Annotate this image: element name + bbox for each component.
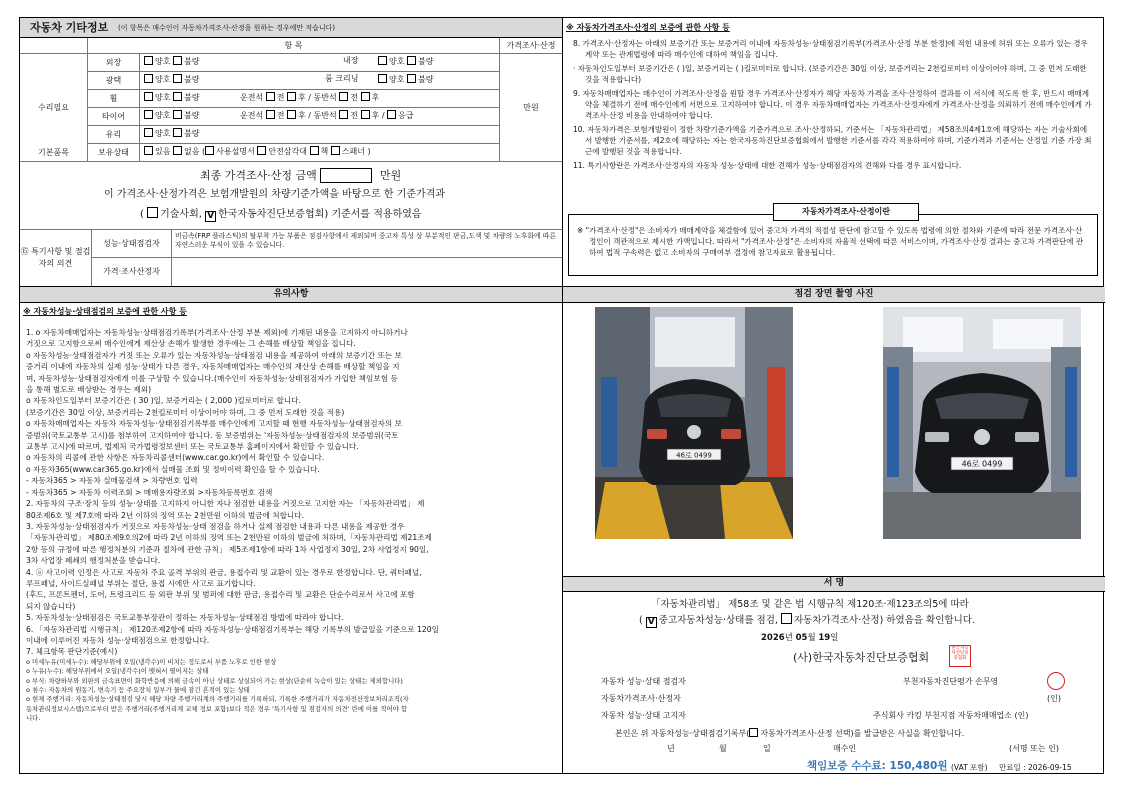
guarantee-item: 10. 자동차가격은 보험개발원이 정한 차량기준가액을 기준가격으로 조사·산정하되, 기준서는 「자동차관리법」 제58조의4제1호에 해당하는 자는 기술사회에서 발행한 기준서를, 제2호에 해당하는 자는 한국자동차진단보증협회에서 발행한 기준서를 각각 적용하여야 하며, 기준가격과 기준서는 산정일 기준 가장 최근에 발행된 것을 적용합니다. bbox=[573, 125, 1092, 156]
law-options bbox=[639, 613, 975, 628]
license-plate-2: 46로 0499 bbox=[961, 459, 1003, 469]
option-label: 스패너 ) bbox=[341, 147, 371, 156]
confirmation-line bbox=[615, 728, 964, 739]
wheel-passenger-rear-checkbox[interactable] bbox=[361, 92, 370, 101]
basic-no-checkbox[interactable] bbox=[173, 146, 182, 155]
notes-line: 3. 자동차성능·상태점검자가 거짓으로 자동차성능·상태 점검을 하거나 실제 점검한 내용과 다른 내용을 제공한 경우 bbox=[26, 521, 405, 531]
option-label: 불량 bbox=[418, 57, 434, 66]
notifier-sign-label: 자동차 성능·상태 고지자 bbox=[601, 711, 686, 720]
buyer-label: 매수인 bbox=[833, 744, 857, 753]
notes-band bbox=[20, 287, 562, 303]
inspector-opinion bbox=[172, 230, 562, 258]
position-label: 전 bbox=[350, 93, 358, 102]
notes-line: 을 통해 별도로 배상받는 경우는 제외) bbox=[26, 385, 152, 395]
inspector-sign-value: 부천자동차진단평가 손무영 bbox=[903, 677, 999, 686]
notes-section bbox=[20, 287, 562, 775]
appraiser-opinion[interactable] bbox=[172, 258, 562, 286]
garage-car-photo-2 bbox=[883, 307, 1081, 539]
option-label: 불량 bbox=[184, 111, 200, 120]
glass-label bbox=[88, 126, 140, 144]
definition-title-text: 자동차가격조사·산정이란 bbox=[801, 207, 891, 216]
notes-line: - 자동차365 > 자동차 이력조회 > 매매용자량조회 >자동차등록번호 검색 bbox=[26, 487, 273, 497]
sign-band-text: 서 명 bbox=[823, 578, 845, 589]
exterior-options bbox=[144, 56, 199, 67]
notes-line: 7. 체크항목 판단기준(예시) bbox=[26, 647, 118, 657]
position-label: 운전석 bbox=[240, 111, 264, 120]
position-label: 운전석 bbox=[240, 93, 264, 102]
option-label: 불량 bbox=[418, 75, 434, 84]
guarantee-item: 8. 가격조사·산정자는 아래의 보증기간 또는 보증거리 이내에 자동차성능·상태점검기록부(가격조사·산정 부분 한정)에 적힌 내용에 허위 또는 오류가 있는 경우 계약 또는 관계법령에 따라 매수인에 대하여 책임을 집니다. bbox=[573, 39, 1088, 59]
tire-row bbox=[140, 108, 500, 126]
fee-value: 150,480원 bbox=[889, 760, 948, 772]
notes-title: ※ 자동차성능·상태점검의 보증에 관한 사항 등 bbox=[23, 307, 187, 316]
exterior-row bbox=[140, 54, 500, 72]
interior-good-checkbox[interactable] bbox=[378, 56, 387, 65]
blank-header-cell bbox=[20, 38, 88, 54]
option-label: 없음 bbox=[184, 147, 200, 156]
buyer-year: 년 bbox=[667, 744, 675, 753]
tire-positions bbox=[240, 110, 414, 121]
option-label: 양호 bbox=[389, 75, 405, 84]
price-guarantee-title: ※ 자동차가격조사·산정의 보증에 관한 사항 등 bbox=[566, 23, 730, 32]
item-header-label: 항 목 bbox=[284, 40, 303, 50]
basic-items-text: 기본품목 bbox=[38, 147, 69, 157]
option-label: 양호 bbox=[155, 75, 171, 84]
notes-line: 이내에 이루어진 자동차 성능·상태점검으로 한정합니다. bbox=[26, 635, 210, 645]
criteria-line: 동차관리정보시스템)으로부터 받은 주행거리(주행거리계 교체 정보 포함)보다 적은 경우 '특기사항 및 점검자의 의견' 란에 이를 적어야 합 bbox=[26, 704, 407, 713]
wheel-text: 휠 bbox=[109, 93, 118, 103]
gloss-row bbox=[140, 72, 500, 90]
license-plate-1: 46로 0499 bbox=[676, 451, 712, 460]
organization-seal bbox=[949, 645, 971, 667]
basis-option-1: 기술사회, bbox=[160, 209, 202, 220]
guarantee-item: 11. 특기사항란은 가격조사·산정자의 자동차 성능·상태에 대한 견해가 성능·상태점검자의 견해와 다를 경우 표시합니다. bbox=[573, 161, 962, 170]
definition-title bbox=[773, 203, 919, 221]
notes-line: o 자동차인도일부터 보증기간은 ( 30 )일, 보증거리는 ( 2,000 )킬로미터로 합니다. bbox=[26, 396, 301, 406]
tire-emergency-checkbox[interactable] bbox=[387, 110, 396, 119]
notes-line: - 자동차365 > 자동차 실매물검색 > 차량번호 입력 bbox=[26, 476, 198, 486]
tire-label bbox=[88, 108, 140, 126]
option-label: 불량 bbox=[184, 93, 200, 102]
gloss-text: 광택 bbox=[105, 75, 122, 85]
photo-sign-section bbox=[563, 287, 1105, 775]
repair-price-unit: 만원 bbox=[523, 102, 539, 112]
special-notes-text: ⑮ 특기사항 및 점검자의 의견 bbox=[20, 247, 91, 268]
inspector-sign-label: 자동차 성능·상태 점검자 bbox=[601, 677, 686, 686]
position-label: 후 / bbox=[371, 111, 385, 120]
guarantee-item: 9. 자동차매매업자는 매수인이 가격조사·산정을 원할 경우 가격조사·산정자가 해당 자동차 가격을 조사·산정하여 결과를 이 서식에 적도록 한 후, 반드시 매매계약을 체결하기 전에 매수인에게 서면으로 고지하여야 합니다. 이 경우 자동차매매업자는 가격조사·산정자에게 가격조사·산정을 의뢰하기 전에 매수인에게 가격조사·산정 비용을 안내하여야 합니다. bbox=[573, 89, 1092, 120]
gloss-bad-checkbox[interactable] bbox=[173, 74, 182, 83]
photo-band-text: 점검 장면 촬영 사진 bbox=[794, 288, 874, 299]
engineers-society-checkbox[interactable] bbox=[147, 207, 158, 218]
buyer-sign: (서명 또는 인) bbox=[1009, 744, 1059, 753]
guarantee-item: · 자동차인도일부터 보증기간은 ( )일, 보증거리는 ( )킬로미터로 합니다. (보증기간은 30일 이상, 보증거리는 2천킬로미터 이상이어야 하며, 그 중 먼저 도래한 것을 적용합니다) bbox=[573, 64, 1087, 84]
buyer-month: 월 bbox=[719, 744, 727, 753]
tire-driver-rear-checkbox[interactable] bbox=[287, 110, 296, 119]
criteria-line: o 미세누유(미세누수): 해당부위에 오일(냉각수)이 비치는 정도로서 부품 노후로 인한 현상 bbox=[26, 657, 277, 666]
definition-text: ※ "가격조사·산정"은 소비자가 매매계약을 체결함에 있어 중고차 가격의 적절성 판단에 참고할 수 있도록 법령에 의한 절차와 기준에 따라 전문 가격조사·산정인이 객관적으로 제시한 가액입니다. 따라서 "가격조사·산정"은 소비자의 자율적 선택에 따른 서비스이며, 가격조사·산정 결과는 중고차 가격판단에 관하여 법적 구속력은 없고 소비자의 구매여부 결정에 참고자료로 활용됩니다. bbox=[577, 226, 1084, 257]
notes-line: 1. o 자동차매매업자는 자동차성능·상태점검기록부(가격조사·산정 부분 제외)에 기재된 내용을 고지하지 아니하거나 bbox=[26, 328, 408, 337]
appraiser-sign-value: (인) bbox=[1047, 694, 1061, 703]
inspection-record-page bbox=[19, 17, 1104, 774]
law-option-2: 자동차가격조사·산정) 하였음을 확인합니다. bbox=[793, 615, 975, 626]
wheel-driver-front-checkbox[interactable] bbox=[266, 92, 275, 101]
tire-passenger-rear-checkbox[interactable] bbox=[361, 110, 370, 119]
appraiser-label bbox=[92, 258, 172, 286]
position-label: 전 bbox=[276, 93, 285, 102]
tire-text: 타이어 bbox=[101, 111, 126, 121]
basis-standard bbox=[140, 207, 422, 222]
position-label: 응급 bbox=[398, 111, 414, 120]
extra-info-header bbox=[20, 18, 562, 38]
position-label: 후 / 동반석 bbox=[298, 93, 337, 102]
exterior-label bbox=[88, 54, 140, 72]
holding-text: 보유상태 bbox=[98, 147, 129, 157]
option-label: 불량 bbox=[184, 129, 200, 138]
final-price-input[interactable] bbox=[320, 168, 372, 183]
date-unit: 년 bbox=[784, 633, 793, 643]
inspection-photo-1 bbox=[595, 307, 793, 539]
gloss-good-checkbox[interactable] bbox=[144, 74, 153, 83]
vehicle-extra-info-section bbox=[20, 18, 562, 286]
basis-option-2: 한국자동차진단보증협회) 기준서를 적용하였음 bbox=[218, 209, 422, 220]
notes-line: 루프패널, 사이드실패널 부위는 절단, 용접 시에만 사고로 표기합니다. bbox=[26, 578, 256, 588]
law-option-1: 중고자동차성능·상태를 점검, bbox=[658, 615, 778, 626]
repair-price-cell bbox=[500, 54, 562, 162]
issue-year: 2026 bbox=[761, 633, 785, 643]
glass-bad-checkbox[interactable] bbox=[173, 128, 182, 137]
glass-row bbox=[140, 126, 500, 144]
tire-passenger-front-checkbox[interactable] bbox=[339, 110, 348, 119]
criteria-line: o 침수: 자동차의 원동기, 변속기 등 주요장치 일부가 물에 잠긴 흔적이 있는 상태 bbox=[26, 686, 250, 694]
wheel-bad-checkbox[interactable] bbox=[173, 92, 182, 101]
room-clean-bad-checkbox[interactable] bbox=[407, 74, 416, 83]
sign-band bbox=[563, 576, 1105, 592]
confirmation-pre: 본인은 위 자동차성능·상태점검기록부( bbox=[615, 729, 750, 738]
tire-bad-checkbox[interactable] bbox=[173, 110, 182, 119]
exterior-good-checkbox[interactable] bbox=[144, 56, 153, 65]
expiry-date: 만료일 : 2026-09-15 bbox=[999, 763, 1072, 772]
room-clean-label: 룸 크리닝 bbox=[325, 74, 359, 83]
price-guarantee-section bbox=[563, 18, 1105, 286]
criteria-line: o 현재 주행거리: 자동차성능·상태점검 당시 해당 차량 주행거리계의 주행거리를 기록하되, 기록한 주행거리가 자동차전산정보처리조직(자 bbox=[26, 695, 409, 704]
notes-line: o 자동차매매업자는 자동차 자동차성능·상태점검기록부를 매수인에게 고지할 때 현행 자동차성능·상태점검자의 보 bbox=[26, 419, 402, 429]
tire-driver-front-checkbox[interactable] bbox=[266, 110, 275, 119]
price-guarantee-items bbox=[573, 38, 1093, 174]
notifier-sign-value: 주식회사 카킹 부천지점 자동차매매업소 (인) bbox=[873, 711, 1029, 720]
wheel-driver-rear-checkbox[interactable] bbox=[287, 92, 296, 101]
paren-open: ( bbox=[140, 209, 144, 220]
holding-label bbox=[88, 144, 140, 162]
notes-line: 되지 않습니다) bbox=[26, 601, 76, 611]
issue-day: 19 bbox=[818, 633, 831, 643]
option-label: 양호 bbox=[155, 129, 171, 138]
inspector-text: 성능·상태점검자 bbox=[103, 238, 160, 248]
issue-date bbox=[761, 633, 838, 644]
tire-options bbox=[144, 110, 199, 121]
photo-band bbox=[563, 287, 1105, 303]
position-label: 후 bbox=[371, 93, 380, 102]
special-notes-label bbox=[20, 230, 92, 286]
paren-open: ( bbox=[639, 615, 643, 626]
fee-label: 책임보증 수수료: bbox=[807, 760, 886, 772]
option-label: 있음 bbox=[155, 147, 171, 156]
room-clean-options bbox=[378, 74, 433, 85]
paren-open: ( bbox=[202, 147, 206, 156]
notes-line: 3차 사업장 폐쇄의 행정처분을 받습니다. bbox=[26, 556, 161, 566]
criteria-line: 니다. bbox=[26, 714, 41, 723]
manual-checkbox[interactable] bbox=[205, 146, 214, 155]
notes-line: 교통부 고시)에 따르며, 법제처 국가법령정보센터 또는 국토교통부 홈페이지에서 확인할 수 있습니다. bbox=[26, 442, 359, 452]
date-unit: 월 bbox=[807, 633, 816, 643]
garage-car-photo-1 bbox=[595, 307, 793, 539]
appraiser-sign-label: 자동차가격조사·산정자 bbox=[601, 694, 681, 703]
option-label: 불량 bbox=[184, 57, 200, 66]
basic-items-row bbox=[140, 144, 500, 162]
position-label: 전 bbox=[350, 111, 358, 120]
organization-name: (사)한국자동차진단보증협회 bbox=[793, 651, 930, 664]
notes-line: 증범위(국토교통부 고시)를 첨부하여 고지하여야 합니다. 동 보증범위는 '자동차성능·상태점검자의 보증범위(국토 bbox=[26, 430, 399, 440]
basic-items-options bbox=[144, 146, 371, 157]
position-label: 전 bbox=[276, 111, 285, 120]
notes-line: 거짓으로 고지함으로써 매수인에게 재산상 손해가 발생한 경우에는 그 손해를 배상할 책임을 집니다. bbox=[26, 339, 356, 349]
notes-line: (보증기간은 30일 이상, 보증거리는 2천킬로미터 이상이어야 하며, 그 중 먼저 도래한 것을 적용) bbox=[26, 407, 345, 417]
used-car-inspection-checkbox-checked[interactable]: V bbox=[646, 617, 657, 628]
notes-line: (후드, 프론트펜더, 도어, 트렁크리드 등 외판 부위 및 범퍼에 대한 판금, 용접수리 및 교환은 단순수리로서 사고에 포함 bbox=[26, 590, 415, 600]
notes-line: 증거리 이내에 자동차의 실제 성능·상태가 다른 경우, 자동차매매업자는 매수인의 재산상 손해를 배상할 책임을 지 bbox=[26, 362, 400, 372]
option-label: 불량 bbox=[184, 75, 200, 84]
gloss-options bbox=[144, 74, 199, 85]
extra-info-note: (이 항목은 매수인이 자동차가격조사·산정을 원하는 경우에만 적습니다) bbox=[118, 24, 336, 32]
kada-checkbox-checked[interactable]: V bbox=[205, 211, 216, 222]
inspector-opinion-text: 비금속(FRP 플라스틱)의 탈부착 가능 부품은 점검사항에서 제외되며 중고차 특성 상 부분적인 판금,도색 및 차량의 노후화에 따른 자연스러운 부식이 있을 수 있습니다. bbox=[175, 232, 556, 249]
notes-line: o 자동차성능·상태점검자가 거짓 또는 오류가 있는 자동차성능·상태점검 내용을 제공하여 아래의 보증기간 또는 보 bbox=[26, 350, 402, 360]
item-header bbox=[88, 38, 500, 54]
inspector-seal-icon bbox=[1047, 672, 1065, 690]
notes-line: 「자동차관리법」 제80조제9호의2에 따라 2년 이하의 징역 또는 2천만원 이하의 벌금에 처하며,「자동차관리법 제21조제 bbox=[26, 533, 432, 543]
repair-needed-text: 수리필요 bbox=[38, 102, 69, 112]
law-line: 「자동차관리법」 제58조 및 같은 법 시행규칙 제120조·제123조의5에 따라 bbox=[651, 599, 969, 610]
notes-line: 5. 자동차성능·상태점검은 국토교통부장관이 정하는 자동차성능·상태점검 방법에 따라야 합니다. bbox=[26, 613, 344, 623]
price-header-label: 가격조사·산정 bbox=[506, 40, 556, 50]
buyer-day: 일 bbox=[763, 744, 771, 753]
triangle-checkbox[interactable] bbox=[257, 146, 266, 155]
room-clean-good-checkbox[interactable] bbox=[378, 74, 387, 83]
notes-line: 4. ⓐ 사고이력 인정은 사고로 자동차 주요 골격 부위의 판금, 용접수리 및 교환이 있는 경우로 한정합니다. 단, 쿼터패널, bbox=[26, 567, 422, 577]
wheel-passenger-front-checkbox[interactable] bbox=[339, 92, 348, 101]
interior-options bbox=[378, 56, 433, 67]
option-label: 안전삼각대 bbox=[268, 147, 307, 156]
book-checkbox[interactable] bbox=[310, 146, 319, 155]
notes-body bbox=[26, 327, 556, 724]
wheel-row bbox=[140, 90, 500, 108]
organization-seal-text: 한국자동차진단보증협회 bbox=[951, 646, 969, 661]
basis-line: 이 가격조사·산정가격은 보험개발원의 차량기준가액을 바탕으로 한 기준가격과 bbox=[104, 189, 446, 200]
appraiser-text: 가격·조사산정자 bbox=[103, 267, 160, 276]
notes-line: 2항 등의 규정에 따른 행정처분의 기준과 절차에 관한 규칙」 제5조제1항에 따라 1차 사업정지 30일, 2차 사업정지 90일, bbox=[26, 544, 429, 554]
option-label: 책 bbox=[320, 147, 329, 156]
glass-options bbox=[144, 128, 199, 139]
confirm-appraisal-checkbox[interactable] bbox=[749, 728, 758, 737]
exterior-text: 외장 bbox=[105, 57, 122, 67]
confirmation-post: 자동차가격조사·산정 선택)를 발급받은 사실을 확인합니다. bbox=[760, 729, 965, 738]
inspection-photo-2 bbox=[883, 307, 1081, 539]
glass-text: 유리 bbox=[105, 129, 122, 139]
option-label: 사용설명서 bbox=[216, 147, 255, 156]
position-label: 후 / 동반석 bbox=[298, 111, 337, 120]
notes-line: 며, 자동차성능·상태점검자에게 이를 구상할 수 있습니다.(매수인이 자동차성능·상태점검자가 가입한 책임보험 등 bbox=[26, 373, 398, 383]
tire-good-checkbox[interactable] bbox=[144, 110, 153, 119]
option-label: 양호 bbox=[155, 93, 171, 102]
criteria-line: o 누유(누수): 해당부위에서 오일(냉각수)이 맺혀서 떨어지는 상태 bbox=[26, 667, 209, 676]
criteria-line: o 부식: 차량하부와 외판의 금속표면이 화학반응에 의해 금속이 아닌 상태로 상실되어 가는 현상(단순히 녹슴이 있는 상태는 제외합니다) bbox=[26, 676, 403, 685]
basic-yes-checkbox[interactable] bbox=[144, 146, 153, 155]
fee-line bbox=[807, 760, 947, 773]
inspector-label bbox=[92, 230, 172, 258]
final-price-unit: 만원 bbox=[380, 169, 402, 182]
date-unit: 일 bbox=[830, 633, 839, 643]
wheel-positions bbox=[240, 92, 379, 103]
interior-bad-checkbox[interactable] bbox=[407, 56, 416, 65]
interior-label: 내장 bbox=[343, 56, 359, 65]
notes-line: 80조제6호 및 제7호에 따라 2년 이하의 징역 또는 2천만원 이하의 벌금에 처합니다. bbox=[26, 510, 305, 520]
option-label: 양호 bbox=[389, 57, 405, 66]
price-appraisal-checkbox[interactable] bbox=[781, 613, 792, 624]
notes-band-text: 유의사항 bbox=[273, 288, 309, 299]
glass-good-checkbox[interactable] bbox=[144, 128, 153, 137]
definition-box bbox=[568, 207, 1098, 276]
notes-line: o 자동차365(www.car365.go.kr)에서 실매물 조회 및 정비이력 확인을 할 수 있습니다. bbox=[26, 464, 320, 474]
notes-line: 6. 「자동차관리법 시행규칙」 제120조제2항에 따라 자동차성능·상태점검기록부는 해당 기록부의 발급일을 기준으로 120일 bbox=[26, 624, 439, 634]
exterior-bad-checkbox[interactable] bbox=[173, 56, 182, 65]
extra-info-title: 자동차 기타정보 bbox=[30, 21, 109, 34]
final-price-label: 최종 가격조사·산정 금액 bbox=[200, 169, 317, 182]
wheel-good-checkbox[interactable] bbox=[144, 92, 153, 101]
option-label: 양호 bbox=[155, 57, 171, 66]
spanner-checkbox[interactable] bbox=[331, 146, 340, 155]
wheel-options bbox=[144, 92, 199, 103]
wheel-label bbox=[88, 90, 140, 108]
basic-items-label bbox=[20, 144, 88, 162]
notes-line: o 자동차의 리콜에 관한 사항은 자동차리콜센터(www.car.go.kr)에서 확인할 수 있습니다. bbox=[26, 453, 325, 463]
final-price-area bbox=[20, 162, 562, 230]
issue-month: 05 bbox=[795, 633, 808, 643]
gloss-label bbox=[88, 72, 140, 90]
fee-vat: (VAT 포함) bbox=[951, 763, 988, 772]
option-label: 양호 bbox=[155, 111, 171, 120]
price-header bbox=[500, 38, 562, 54]
notes-line: 2. 자동차의 구조·장치 등의 성능·상태를 고지하지 아니한 자나 점검한 내용을 거짓으로 고지한 자는 「자동차관리법」 제 bbox=[26, 499, 425, 509]
